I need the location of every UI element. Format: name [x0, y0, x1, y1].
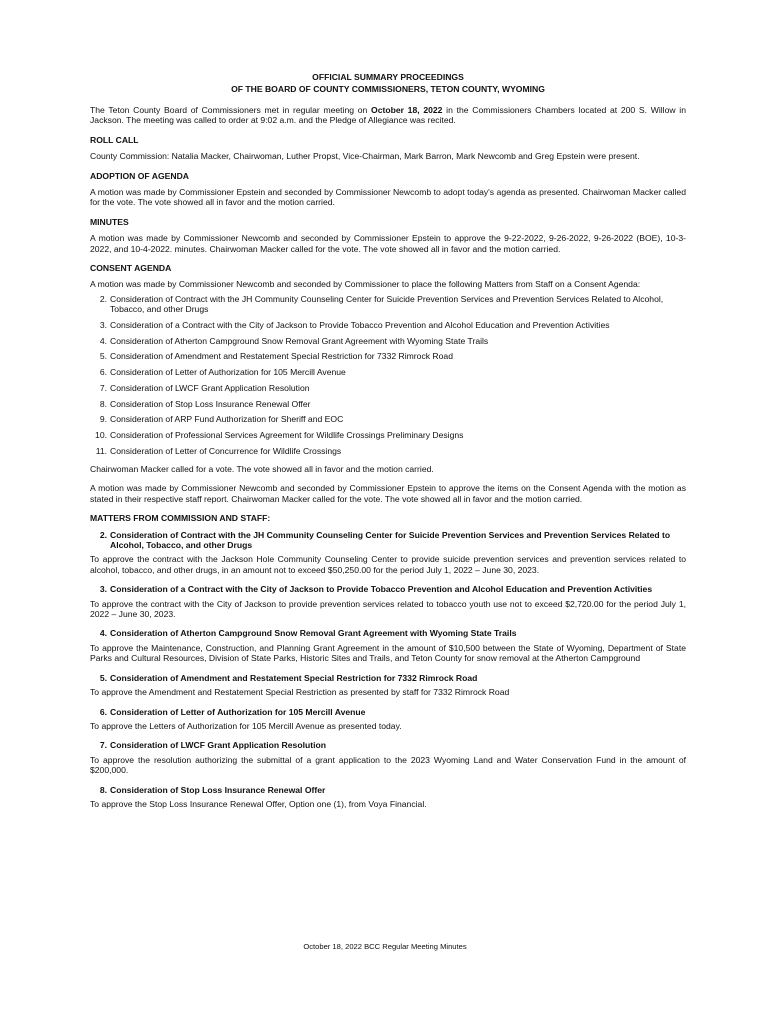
- title-line-2: OF THE BOARD OF COUNTY COMMISSIONERS, TETON COUNTY, WYOMING: [231, 83, 545, 94]
- matter-number: 8.: [99, 784, 107, 795]
- list-item: [90, 430, 686, 440]
- matter-number: 7.: [99, 740, 107, 751]
- matter-number: 3.: [99, 584, 107, 595]
- matter-text: To approve the contract with the City of Jackson to provide prevention services related to tobacco youth use not to exceed $2,720.00 for the period July 1, 2022 – June 30, 2023.: [90, 598, 686, 620]
- matter-title: [90, 584, 686, 594]
- matter-number: 4.: [99, 628, 107, 639]
- matter-title: [90, 628, 686, 638]
- item-number: 10.: [95, 429, 107, 440]
- matter-title: [90, 530, 686, 551]
- matter-text: To approve the resolution authorizing the submittal of a grant application to the 2023 Wyoming Land and Water Conservation Fund in the amount of $200,000.: [90, 754, 686, 776]
- matter-item: [90, 673, 686, 698]
- item-text: Consideration of ARP Fund Authorization for Sheriff and EOC: [110, 414, 344, 425]
- item-text: Consideration of LWCF Grant Application Resolution: [110, 382, 310, 393]
- matter-title: [90, 673, 686, 683]
- matter-title-text: Consideration of Contract with the JH Community Counseling Center for Suicide Prevention Services and Prevention Services Related to Alcohol, Tobacco, and other Drugs: [110, 529, 671, 551]
- matter-title-text: Consideration of Letter of Authorization for 105 Mercill Avenue: [110, 706, 366, 717]
- item-text: Consideration of Atherton Campground Snow Removal Grant Agreement with Wyoming State Trails: [110, 335, 489, 346]
- minutes-text: A motion was made by Commissioner Newcomb and seconded by Commissioner Epstein to approve the 9-22-2022, 9-26-2022, 9-26-2022 (BOE), 10-3-2022, and 10-4-2022. minutes. Chairwoman Macker called for the vote. The vote showed all in favor and the motion carried.: [90, 233, 686, 254]
- item-number: 5.: [99, 351, 107, 362]
- page-footer: October 18, 2022 BCC Regular Meeting Minutes: [303, 942, 467, 951]
- item-number: 8.: [99, 398, 107, 409]
- matter-item: [90, 707, 686, 732]
- matter-title: [90, 740, 686, 750]
- matter-item: [90, 740, 686, 775]
- roll-call-heading: ROLL CALL: [90, 134, 139, 145]
- adoption-heading: ADOPTION OF AGENDA: [90, 170, 189, 181]
- matters-heading: MATTERS FROM COMMISSION AND STAFF:: [90, 513, 271, 524]
- matter-text: To approve the Stop Loss Insurance Renewal Offer, Option one (1), from Voya Financial.: [90, 798, 427, 809]
- item-number: 9.: [99, 414, 107, 425]
- list-item: [90, 399, 686, 409]
- intro-pre: The Teton County Board of Commissioners met in regular meeting on: [90, 105, 372, 115]
- matter-item: [90, 785, 686, 810]
- roll-call-text: County Commission: Natalia Macker, Chairwoman, Luther Propst, Vice-Chairman, Mark Barron, Mark Newcomb and Greg Epstein were present.: [90, 151, 640, 162]
- item-text: Consideration of Letter of Authorization for 105 Mercill Avenue: [110, 367, 346, 378]
- list-item: [90, 414, 686, 424]
- matter-text: To approve the contract with the Jackson Hole Community Counseling Center to provide suicide prevention services and prevention services related to alcohol, tobacco, and other drugs, in an amount not to exceed $50,250.00 for the period July 1, 2022 – June 30, 2023.: [90, 554, 686, 575]
- matter-text: To approve the Letters of Authorization for 105 Mercill Avenue as presented today.: [90, 720, 402, 731]
- consent-vote: Chairwoman Macker called for a vote. The vote showed all in favor and the motion carried.: [90, 464, 434, 475]
- matter-text: To approve the Maintenance, Construction, and Planning Grant Agreement in the amount of $10,500 between the State of Wyoming, Department of State Parks and Cultural Resources, Division of State Parks, Historic Sites and Trails, and Teton County for snow removal at the Atherton Campground: [90, 642, 686, 664]
- list-item: [90, 446, 686, 456]
- document-page: [90, 72, 686, 809]
- list-item: [90, 383, 686, 393]
- item-number: 4.: [99, 335, 107, 346]
- matter-number: 5.: [99, 672, 107, 683]
- title-line-1: OFFICIAL SUMMARY PROCEEDINGS: [312, 72, 464, 82]
- item-number: 3.: [99, 319, 107, 330]
- item-number: 11.: [95, 445, 107, 456]
- matter-title-text: Consideration of Stop Loss Insurance Renewal Offer: [110, 784, 326, 795]
- matter-item: [90, 584, 686, 619]
- meeting-date: October 18, 2022: [371, 105, 443, 115]
- matter-item: [90, 628, 686, 663]
- item-text: Consideration of Contract with the JH Community Counseling Center for Suicide Prevention Services and Prevention Services Related to Alcohol, Tobacco, and other Drugs: [110, 293, 664, 315]
- adoption-text: A motion was made by Commissioner Epstein and seconded by Commissioner Newcomb to adopt today's agenda as presented. Chairwoman Macker called for the vote. The vote showed all in favor and the motion carried.: [90, 187, 686, 208]
- item-text: Consideration of Amendment and Restatement Special Restriction for 7332 Rimrock Road: [110, 351, 453, 362]
- list-item: [90, 320, 686, 330]
- consent-approval: A motion was made by Commissioner Newcomb and seconded by Commissioner Epstein to approve the items on the Consent Agenda with the motion as stated in their respective staff report. Chairwoman Macker called for the vote. The vote showed all in favor and the motion carried.: [90, 483, 686, 504]
- intro-post: in the Commissioners Chambers located at 200 S. Willow in Jackson. The meeting was called to order at 9:02 a.m. and the Pledge of Allegiance was recited.: [90, 105, 686, 126]
- matter-title: [90, 707, 686, 717]
- list-item: [90, 294, 686, 315]
- intro-paragraph: [90, 105, 686, 126]
- item-number: 7.: [99, 382, 107, 393]
- matter-title-text: Consideration of LWCF Grant Application Resolution: [110, 740, 326, 751]
- minutes-heading: MINUTES: [90, 216, 129, 227]
- matter-number: 6.: [99, 706, 107, 717]
- item-text: Consideration of Letter of Concurrence for Wildlife Crossings: [110, 445, 342, 456]
- item-text: Consideration of a Contract with the City of Jackson to Provide Tobacco Prevention and Alcohol Education and Prevention Activities: [110, 319, 610, 330]
- list-item: [90, 367, 686, 377]
- matter-number: 2.: [99, 529, 107, 540]
- item-text: Consideration of Professional Services Agreement for Wildlife Crossings Preliminary Designs: [110, 429, 464, 440]
- item-number: 2.: [99, 293, 107, 304]
- document-title: [90, 72, 686, 95]
- matter-text: To approve the Amendment and Restatement Special Restriction as presented by staff for 7332 Rimrock Road: [90, 687, 510, 698]
- matter-title-text: Consideration of Atherton Campground Snow Removal Grant Agreement with Wyoming State Trails: [110, 628, 517, 639]
- matter-item: [90, 530, 686, 576]
- matter-title-text: Consideration of Amendment and Restatement Special Restriction for 7332 Rimrock Road: [110, 672, 478, 683]
- consent-heading: CONSENT AGENDA: [90, 263, 172, 274]
- consent-intro: A motion was made by Commissioner Newcomb and seconded by Commissioner to place the following Matters from Staff on a Consent Agenda:: [90, 279, 641, 290]
- consent-items-list: [90, 294, 686, 456]
- list-item: [90, 351, 686, 361]
- matter-title-text: Consideration of a Contract with the City of Jackson to Provide Tobacco Prevention and Alcohol Education and Prevention Activities: [110, 584, 653, 595]
- list-item: [90, 336, 686, 346]
- item-number: 6.: [99, 367, 107, 378]
- matter-title: [90, 785, 686, 795]
- item-text: Consideration of Stop Loss Insurance Renewal Offer: [110, 398, 311, 409]
